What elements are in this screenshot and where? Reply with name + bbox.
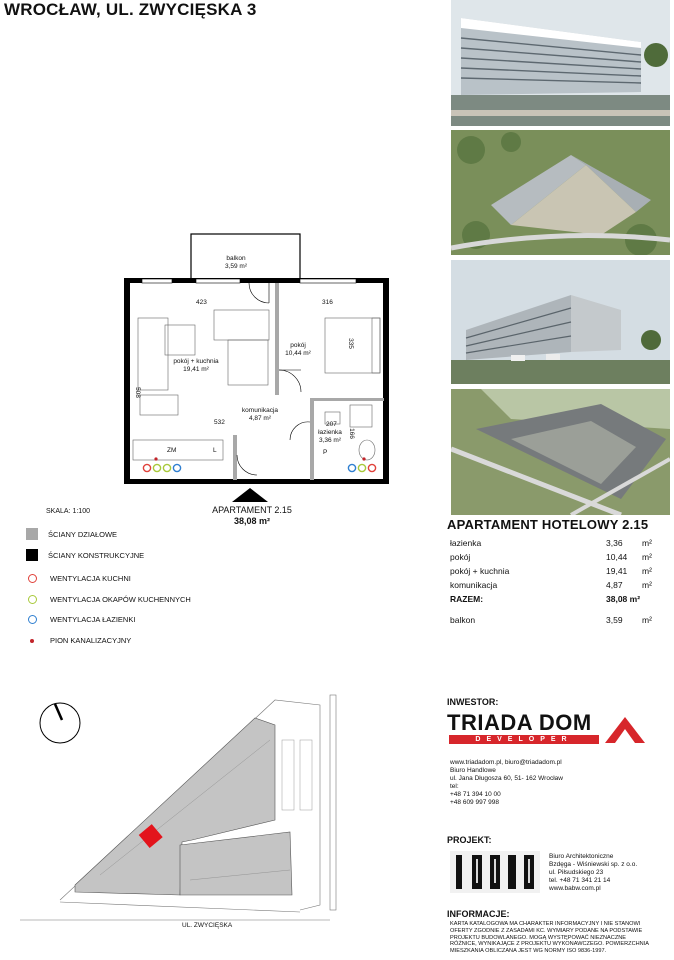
architect-logo	[450, 851, 540, 893]
legend-hood-ventilation	[26, 595, 191, 604]
bathroom-label: łazienka	[318, 429, 342, 436]
area-total-row: RAZEM: 38,08 m²	[450, 594, 641, 604]
dim-207: 207	[326, 421, 337, 428]
info-disclaimer: KARTA KATALOGOWA MA CHARAKTER INFORMACYJNY I NIE STANOWI OFERTY ZGODNIE Z ZASADAMI KC. WYMIARY PODANE NA PODSTAWIE PROJEKTU BUDOWLANEGO. MOGĄ WYSTĘPOWAĆ NIEZNACZNE RÓŻNICE, WYNIKAJĄCE Z PROJEKTU WYKONAWCZEGO. POWIERZCHNIA MIESZKANIA OBLICZANA JEST WG NORMY ISO 9836-1997.	[450, 921, 650, 955]
legend-structural-walls	[26, 549, 144, 561]
dim-166: 166	[347, 428, 355, 439]
p-label: P	[323, 449, 328, 456]
legend-label: WENTYLACJA ŁAZIENKI	[50, 615, 136, 624]
logo-text: TRIADA DOM	[447, 710, 592, 735]
building-render-3	[451, 260, 670, 384]
area-balcony-row: balkon 3,59 m²	[450, 615, 652, 625]
green-ring-icon	[28, 595, 37, 604]
area-row: łazienka 3,36 m²	[450, 538, 652, 548]
area-row: pokój 10,44 m²	[450, 552, 652, 562]
building-render-2	[451, 130, 670, 255]
info-heading: INFORMACJE:	[447, 909, 510, 919]
investor-contact: www.triadadom.pl, biuro@triadadom.pl Biuro Handlowe ul. Jana Długosza 60, 51- 162 Wrocław tel: +48 71 394 10 00 +48 609 997 998	[450, 759, 563, 806]
room-area: 10,44 m²	[285, 350, 311, 357]
balcony-label: balkon	[226, 255, 246, 262]
structural-swatch	[26, 549, 38, 561]
bathroom-area: 3,36 m²	[318, 437, 342, 444]
living-kitchen-label: pokój + kuchnia	[173, 358, 219, 365]
blue-ring-icon	[28, 615, 37, 624]
legend-bathroom-ventilation	[26, 615, 135, 624]
legend-label: PION KANALIZACYJNY	[50, 636, 132, 645]
site-plan	[0, 680, 445, 960]
legend-kitchen-ventilation	[26, 574, 131, 583]
hall-label: komunikacja	[241, 407, 279, 414]
street-label: UL. ZWYCIĘSKA	[182, 922, 233, 929]
l-label: L	[213, 447, 217, 454]
dim-316: 316	[322, 299, 333, 306]
dim-508: 508	[133, 387, 141, 398]
dim-423: 423	[196, 299, 207, 306]
partition-swatch	[26, 528, 38, 540]
logo-sub: DEVELOPER	[449, 735, 599, 744]
room-label: pokój	[290, 342, 306, 349]
architect-contact: Biuro Architektoniczne Bzdęga - Wiśniewski sp. z o.o. ul. Piłsudskiego 23 tel. +48 71 341 21 14 www.babw.com.pl	[549, 853, 638, 892]
apartment-name: APARTAMENT 2.15	[212, 505, 292, 515]
living-kitchen-area: 19,41 m²	[183, 366, 209, 373]
legend-label: WENTYLACJA OKAPÓW KUCHENNYCH	[50, 595, 191, 604]
investor-heading: INWESTOR:	[447, 697, 499, 707]
developer-logo	[447, 711, 657, 747]
red-ring-icon	[28, 574, 37, 583]
legend-label: ŚCIANY KONSTRUKCYJNE	[48, 550, 145, 560]
page-title: WROCŁAW, UL. ZWYCIĘSKA 3	[4, 0, 257, 19]
red-dot-icon	[30, 639, 34, 643]
apartment-area: 38,08 m²	[233, 516, 271, 526]
project-heading: PROJEKT:	[447, 835, 492, 845]
area-table-title: APARTAMENT HOTELOWY 2.15	[447, 517, 649, 532]
area-row: komunikacja 4,87 m²	[450, 580, 652, 590]
hall-area: 4,87 m²	[248, 415, 272, 422]
building-render-1	[451, 0, 670, 126]
house-logo-icon	[603, 713, 648, 745]
legend-sewer-pipe	[26, 636, 131, 645]
dim-532: 532	[214, 419, 225, 426]
zm-label: ZM	[167, 447, 177, 454]
legend-label: ŚCIANY DZIAŁOWE	[48, 529, 118, 539]
dim-335: 335	[346, 338, 354, 349]
legend-label: WENTYLACJA KUCHNI	[50, 574, 131, 583]
balcony-area: 3,59 m²	[224, 263, 248, 270]
scale-label: SKALA: 1:100	[46, 508, 90, 515]
area-row: pokój + kuchnia 19,41 m²	[450, 566, 652, 576]
legend-partition-walls	[26, 528, 117, 540]
building-render-4	[451, 389, 670, 515]
compass-icon	[40, 703, 80, 743]
